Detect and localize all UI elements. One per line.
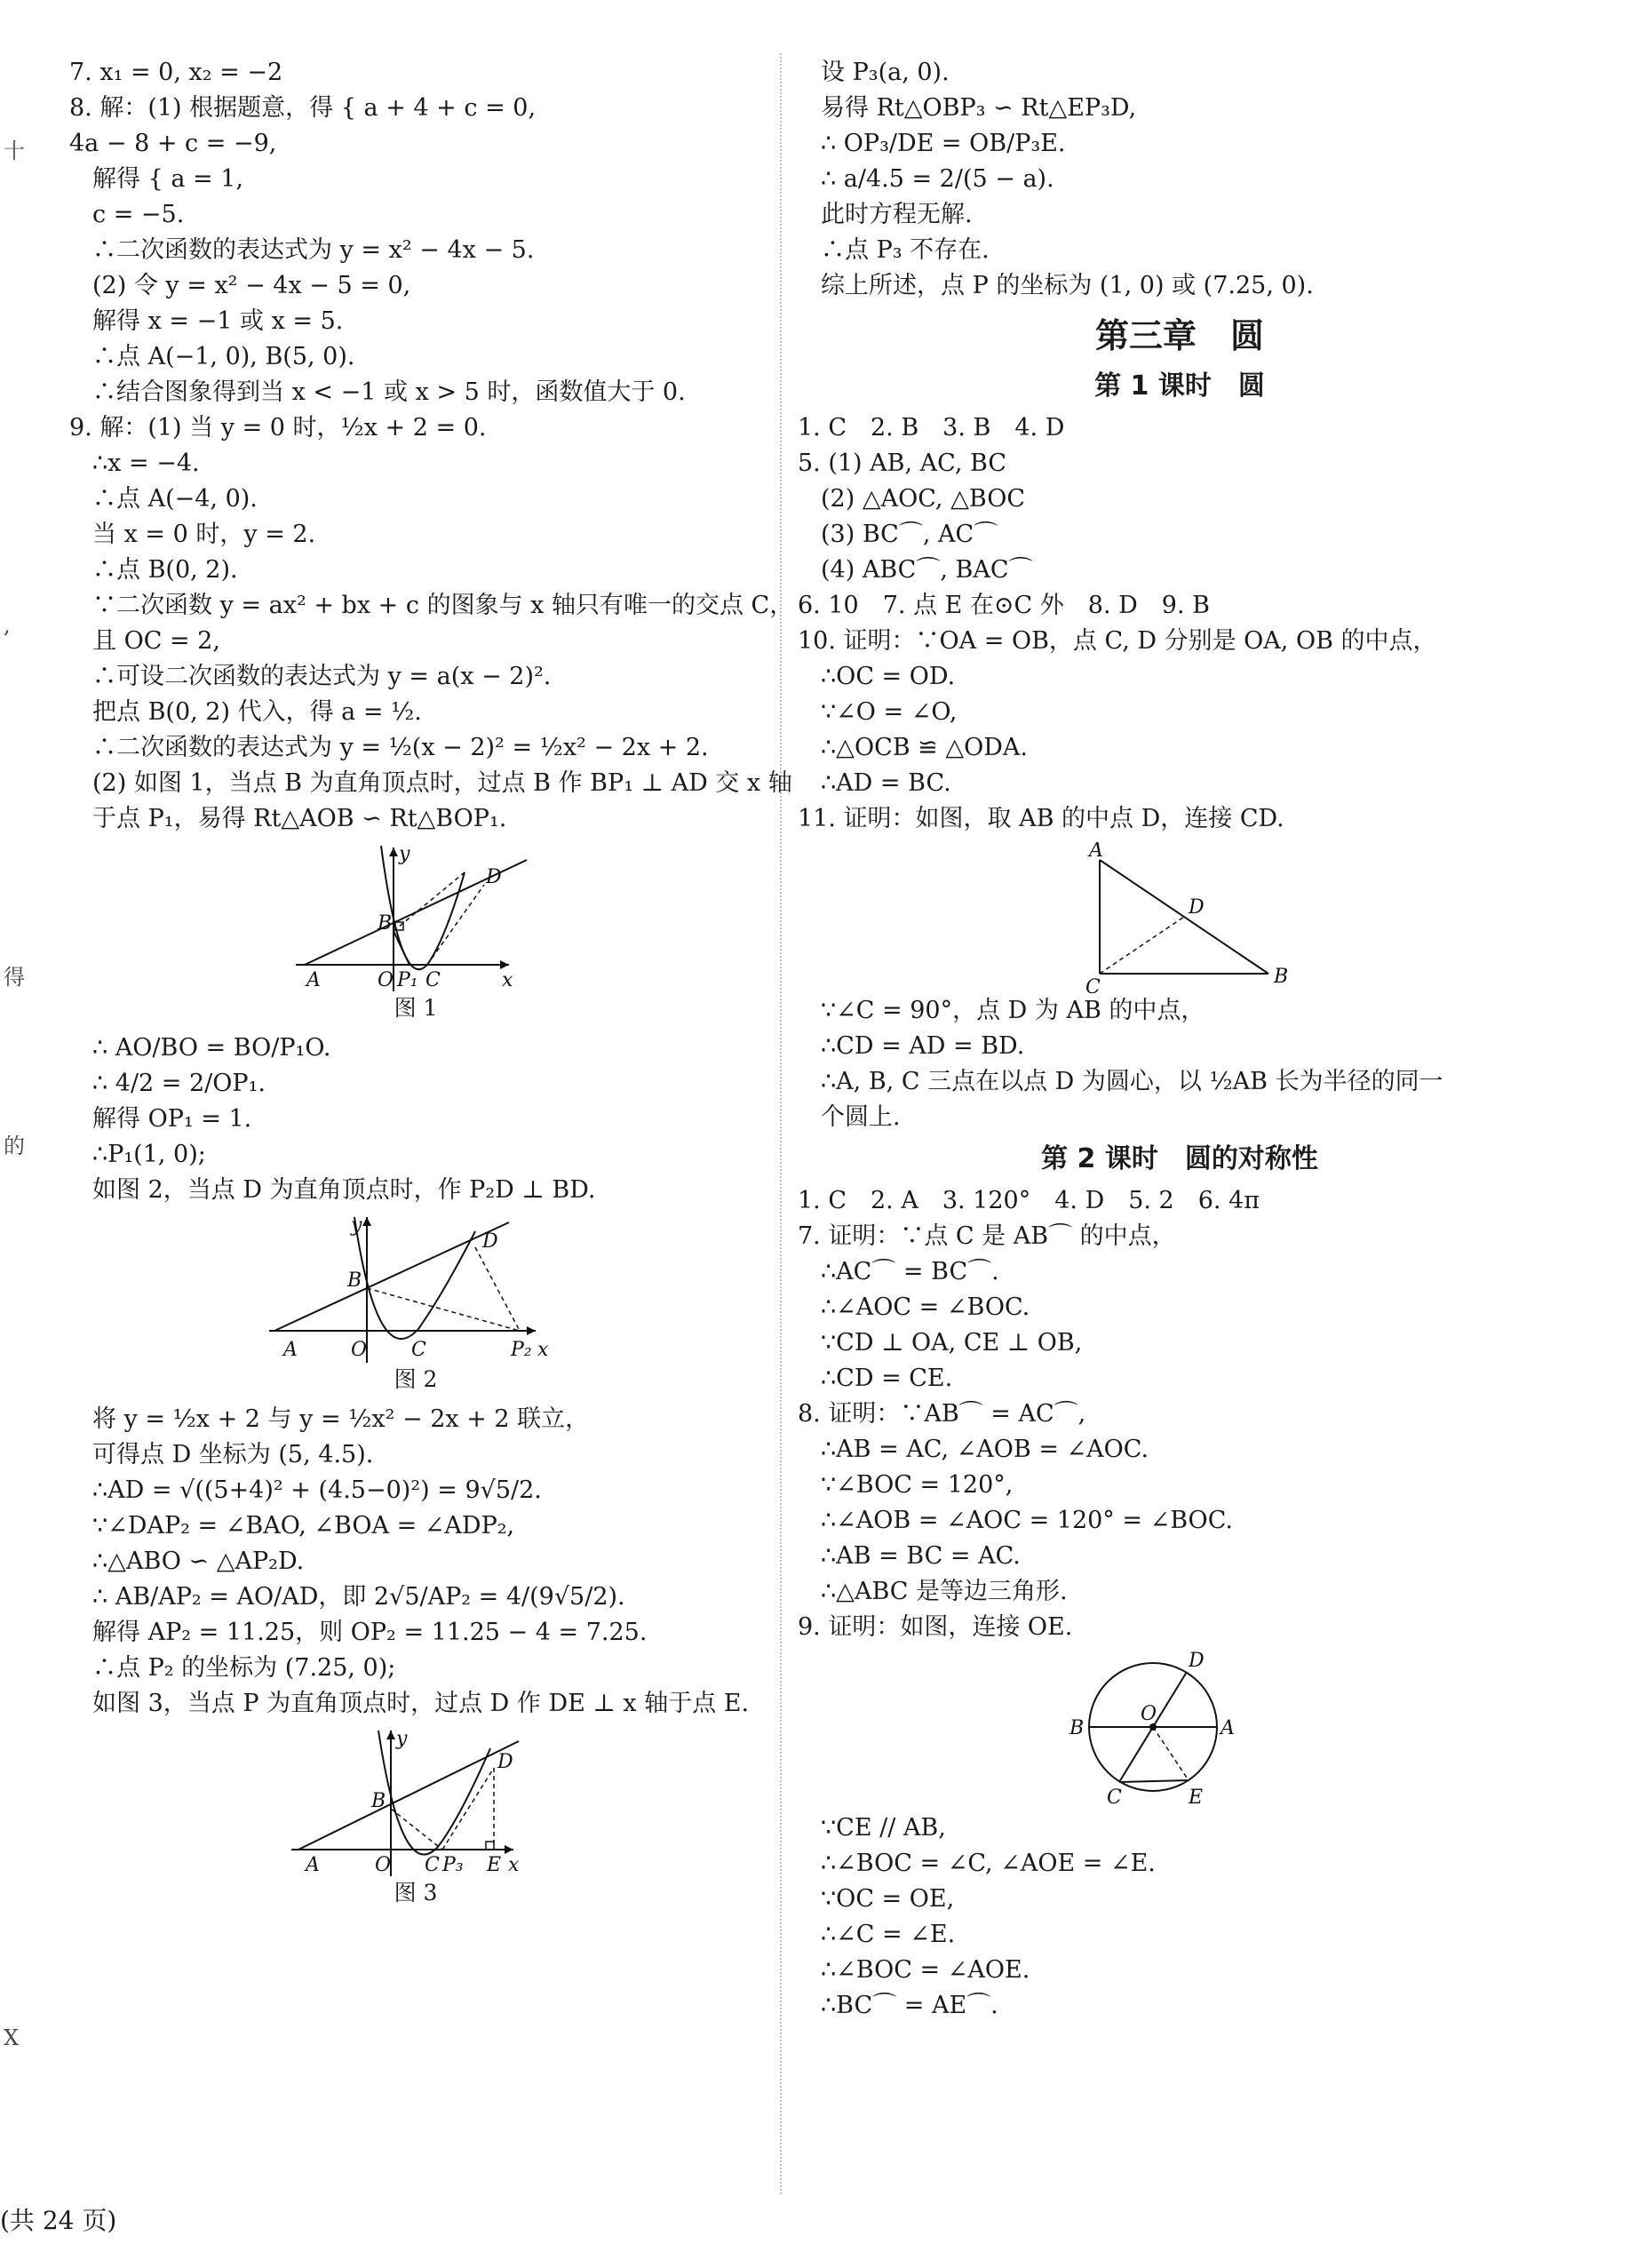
circ-label-C: C <box>1107 1787 1122 1809</box>
fig2-label-B: B <box>347 1269 362 1292</box>
text-line: 综上所述，点 P 的坐标为 (1, 0) 或 (7.25, 0). <box>821 272 1314 299</box>
fig2-label-y: y <box>351 1214 362 1237</box>
figure-right-triangle <box>1064 842 1295 993</box>
text-line: 于点 P₁，易得 Rt△AOB ∽ Rt△BOP₁. <box>92 805 507 832</box>
text-line: ∵二次函数 y = ax² + bx + c 的图象与 x 轴只有唯一的交点 C， <box>92 592 794 619</box>
text-line: 当 x = 0 时，y = 2. <box>92 521 316 548</box>
fig1-label-A: A <box>306 969 321 991</box>
text-line: (2) 如图 1，当点 B 为直角顶点时，过点 B 作 BP₁ ⊥ AD 交 x 轴 <box>92 769 792 797</box>
fig1-label-O: O <box>378 969 394 991</box>
text-line: ∵OC = OE, <box>821 1885 955 1913</box>
fig3-label-P3: P₃ <box>442 1854 464 1876</box>
edge-mark-4: 的 <box>4 1134 25 1158</box>
text-line: ∴可设二次函数的表达式为 y = a(x − 2)². <box>92 663 552 690</box>
text-line: ∵CE // AB, <box>821 1814 946 1842</box>
text-line: ∴二次函数的表达式为 y = x² − 4x − 5. <box>92 236 535 264</box>
edge-mark-1: 十 <box>4 139 25 163</box>
text-line: 7. 证明：∵点 C 是 AB⌒ 的中点， <box>798 1222 1176 1250</box>
text-line: ∴△OCB ≌ △ODA. <box>821 734 1028 761</box>
figure-2-caption: 图 2 <box>394 1366 438 1392</box>
lesson-1-answer-11 <box>798 993 1562 1135</box>
text-line: ∴ OP₃/DE = OB/P₃E. <box>821 130 1066 157</box>
figure-3 <box>291 1727 540 1878</box>
text-line: 8. 解：(1) 根据题意，得 { a + 4 + c = 0, <box>69 94 537 122</box>
text-line: ∴CD = CE. <box>821 1365 953 1392</box>
figure-3-caption: 图 3 <box>394 1880 438 1906</box>
text-line: ∴△ABO ∽ △AP₂D. <box>92 1548 305 1575</box>
text-line: ∴二次函数的表达式为 y = ½(x − 2)² = ½x² − 2x + 2. <box>92 734 709 761</box>
text-line: (2) △AOC, △BOC <box>821 485 1025 513</box>
text-line: 1. C 2. A 3. 120° 4. D 5. 2 6. 4π <box>798 1187 1260 1214</box>
text-line: ∴结合图象得到当 x < −1 或 x > 5 时，函数值大于 0. <box>92 378 686 406</box>
fig2-label-D: D <box>482 1230 498 1253</box>
circ-label-D: D <box>1189 1651 1205 1672</box>
text-line: ∵CD ⊥ OA, CE ⊥ OB, <box>821 1329 1083 1357</box>
text-line: ∴∠BOC = ∠AOE. <box>821 1956 1030 1984</box>
text-line: ∴ AB/AP₂ = AO/AD，即 2√5/AP₂ = 4/(9√5/2). <box>92 1583 625 1611</box>
fig1-label-B: B <box>378 912 393 935</box>
text-line: ∴x = −4. <box>92 450 200 477</box>
edge-mark-2: , <box>4 613 11 638</box>
text-line: ∴ 4/2 = 2/OP₁. <box>92 1070 266 1097</box>
left-column <box>69 55 794 1915</box>
text-line: ∴A, B, C 三点在以点 D 为圆心，以 ½AB 长为半径的同一 <box>821 1068 1443 1095</box>
text-line: 设 P₃(a, 0). <box>821 59 950 86</box>
fig3-label-D: D <box>497 1751 513 1773</box>
edge-mark-3: 得 <box>4 965 25 990</box>
column-divider <box>780 53 782 2194</box>
fig1-label-x: x <box>502 969 513 991</box>
text-line: ∴点 P₂ 的坐标为 (7.25, 0); <box>92 1654 396 1682</box>
text-line: 6. 10 7. 点 E 在⊙C 外 8. D 9. B <box>798 592 1210 619</box>
fig3-label-E: E <box>487 1854 502 1876</box>
lesson-2-answers <box>798 1183 1562 1645</box>
text-line: ∵∠C = 90°，点 D 为 AB 的中点， <box>821 997 1205 1024</box>
circ-label-B: B <box>1069 1717 1085 1739</box>
figure-1-caption: 图 1 <box>394 995 438 1021</box>
text-line: 5. (1) AB, AC, BC <box>798 450 1007 477</box>
text-line: 把点 B(0, 2) 代入，得 a = ½. <box>92 698 422 726</box>
text-line: ∴AD = √((5+4)² + (4.5−0)²) = 9√5/2. <box>92 1476 542 1504</box>
text-line: 解得 { a = 1, <box>92 165 243 193</box>
solution-block-9-case1 <box>69 1031 762 1208</box>
fig3-label-O: O <box>375 1854 392 1876</box>
chapter-title: 第三章 圆 <box>1094 316 1264 355</box>
fig2-label-A: A <box>283 1339 298 1361</box>
fig1-label-C: C <box>425 969 441 991</box>
text-line: 9. 证明：如图，连接 OE. <box>798 1613 1073 1641</box>
text-line: 1. C 2. B 3. B 4. D <box>798 414 1065 442</box>
figure-circle <box>1055 1651 1251 1810</box>
text-line: ∴ a/4.5 = 2/(5 − a). <box>821 165 1054 193</box>
tri-label-C: C <box>1085 976 1101 993</box>
fig3-label-B: B <box>371 1790 386 1812</box>
fig1-label-D: D <box>486 866 502 888</box>
text-line: (2) 令 y = x² − 4x − 5 = 0, <box>92 272 411 299</box>
text-line: 且 OC = 2, <box>92 627 220 655</box>
circ-label-E: E <box>1189 1787 1204 1809</box>
text-line: ∴点 P₃ 不存在. <box>821 236 990 264</box>
text-line: ∴CD = AD = BD. <box>821 1032 1025 1060</box>
text-line: ∴点 A(−1, 0), B(5, 0). <box>92 343 355 370</box>
text-line: 将 y = ½x + 2 与 y = ½x² − 2x + 2 联立， <box>92 1405 590 1433</box>
text-line: ∵∠DAP₂ = ∠BAO, ∠BOA = ∠ADP₂, <box>92 1512 515 1540</box>
solution-block-7-9 <box>69 55 794 837</box>
right-column <box>798 55 1562 2024</box>
circ-label-O: O <box>1141 1703 1157 1725</box>
text-line: ∴AD = BC. <box>821 769 951 797</box>
edge-mark-5: X <box>4 2025 20 2050</box>
text-line: ∵∠BOC = 120°, <box>821 1471 1014 1499</box>
lesson-2-title: 第 2 课时 圆的对称性 <box>1041 1143 1318 1174</box>
fig3-label-y: y <box>396 1728 408 1750</box>
text-line: 解得 OP₁ = 1. <box>92 1105 252 1133</box>
text-line: ∵∠O = ∠O, <box>821 698 958 726</box>
tri-label-B: B <box>1274 966 1289 988</box>
text-line: ∴AB = AC, ∠AOB = ∠AOC. <box>821 1436 1149 1463</box>
solution-block-9-case2 <box>69 1402 762 1722</box>
fig2-label-C: C <box>411 1339 426 1361</box>
text-line: 易得 Rt△OBP₃ ∽ Rt△EP₃D, <box>821 94 1137 122</box>
text-line: ∴∠AOC = ∠BOC. <box>821 1293 1030 1321</box>
tri-label-A: A <box>1089 842 1103 862</box>
text-line: 8. 证明：∵AB⌒ = AC⌒, <box>798 1400 1086 1428</box>
text-line: (3) BC⌒, AC⌒ <box>821 521 998 548</box>
text-line: 解得 AP₂ = 11.25，则 OP₂ = 11.25 − 4 = 7.25. <box>92 1619 648 1646</box>
text-line: ∴OC = OD. <box>821 663 956 690</box>
text-line: 11. 证明：如图，取 AB 的中点 D，连接 CD. <box>798 805 1284 832</box>
text-line: 可得点 D 坐标为 (5, 4.5). <box>92 1441 374 1468</box>
text-line: ∴AC⌒ = BC⌒. <box>821 1258 999 1285</box>
text-line: 个圆上. <box>821 1103 901 1131</box>
text-line: ∴P₁(1, 0); <box>92 1141 206 1168</box>
fig3-label-x: x <box>508 1854 520 1876</box>
text-line: ∴∠BOC = ∠C, ∠AOE = ∠E. <box>821 1850 1156 1877</box>
fig2-label-P2: P₂ <box>511 1339 532 1361</box>
solution-block-9-case3 <box>798 55 1562 304</box>
fig1-label-y: y <box>399 843 410 865</box>
figure-1 <box>296 842 536 993</box>
text-line: 如图 3，当点 P 为直角顶点时，过点 D 作 DE ⊥ x 轴于点 E. <box>92 1690 750 1717</box>
fig2-label-x: x <box>537 1339 549 1361</box>
lesson-2-answer-9 <box>798 1810 1562 2024</box>
circ-label-A: A <box>1221 1717 1235 1739</box>
text-line: ∴ AO/BO = BO/P₁O. <box>92 1034 331 1062</box>
text-line: ∴点 A(−4, 0). <box>92 485 258 513</box>
text-line: 7. x₁ = 0, x₂ = −2 <box>69 59 283 86</box>
text-line: 解得 x = −1 或 x = 5. <box>92 307 344 335</box>
lesson-1-answers <box>798 410 1562 837</box>
text-line: ∴AB = BC = AC. <box>821 1542 1021 1570</box>
text-line: 9. 解：(1) 当 y = 0 时，½x + 2 = 0. <box>69 414 487 442</box>
text-line: ∴点 B(0, 2). <box>92 556 238 584</box>
figure-2 <box>269 1214 562 1365</box>
fig3-label-A: A <box>306 1854 320 1876</box>
tri-label-D: D <box>1189 896 1205 919</box>
text-line: ∴△ABC 是等边三角形. <box>821 1578 1068 1605</box>
text-line: 如图 2，当点 D 为直角顶点时，作 P₂D ⊥ BD. <box>92 1176 596 1204</box>
fig2-label-O: O <box>351 1339 368 1361</box>
fig3-label-C: C <box>425 1854 440 1876</box>
text-line: 10. 证明：∵OA = OB，点 C, D 分别是 OA, OB 的中点， <box>798 627 1437 655</box>
text-line: (4) ABC⌒, BAC⌒ <box>821 556 1033 584</box>
text-line: ∴∠C = ∠E. <box>821 1921 956 1948</box>
lesson-1-title: 第 1 课时 圆 <box>1094 370 1265 402</box>
page-footer: (共 24 页) <box>0 2206 117 2235</box>
fig1-label-P1: P₁ <box>397 969 418 991</box>
text-line: ∴BC⌒ = AE⌒. <box>821 1992 998 2019</box>
text-line: c = −5. <box>92 201 185 228</box>
text-line: ∴∠AOB = ∠AOC = 120° = ∠BOC. <box>821 1507 1233 1534</box>
text-line: 此时方程无解. <box>821 201 973 228</box>
text-line: 4a − 8 + c = −9, <box>69 130 277 157</box>
